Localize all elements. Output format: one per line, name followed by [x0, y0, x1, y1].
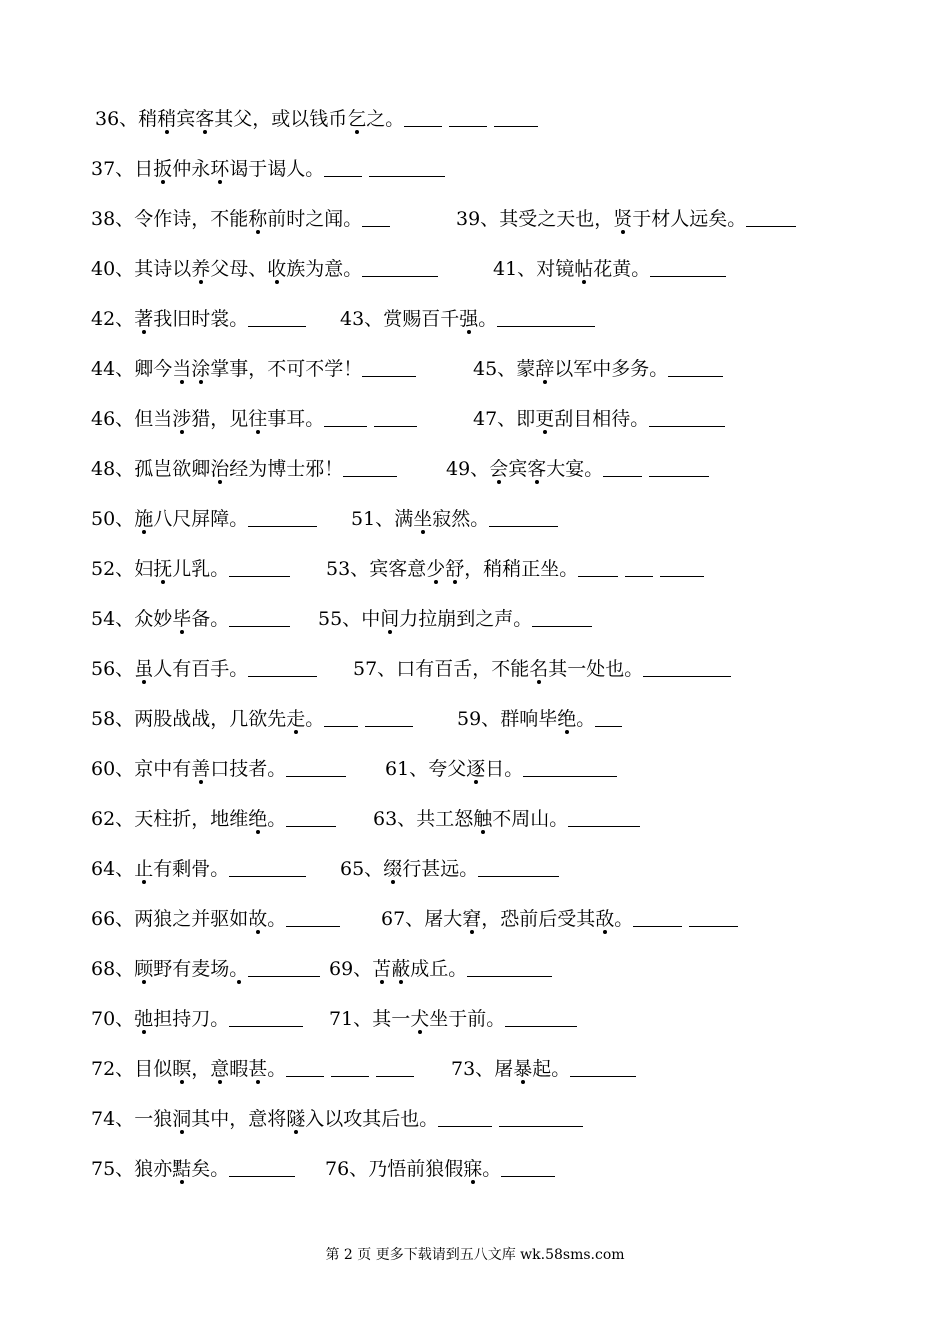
question-number: 76、 — [325, 1158, 369, 1180]
question-text: 。 — [478, 308, 498, 330]
answer-blank[interactable] — [499, 1108, 583, 1127]
question-text: 宾客意 — [369, 558, 427, 580]
question-number: 44、 — [91, 358, 135, 380]
question-item — [340, 299, 595, 339]
emphasized-character: 更 — [535, 408, 555, 430]
question-item — [91, 1049, 414, 1089]
question-text: 众妙 — [134, 608, 173, 630]
emphasized-character: 洞 — [172, 1108, 192, 1130]
emphasized-character: 窘 — [462, 908, 482, 930]
question-text: 之。 — [366, 108, 405, 130]
question-number: 64、 — [91, 858, 135, 880]
question-item — [95, 99, 538, 139]
answer-blank[interactable] — [229, 858, 306, 877]
answer-blank[interactable] — [649, 408, 725, 427]
page-footer: 第 2 页 更多下载请到五八文库 wk.58sms.com — [325, 1247, 625, 1263]
question-text: 掌事，不可不学！ — [210, 358, 363, 380]
question-text: 对镜 — [536, 258, 575, 280]
question-number: 70、 — [91, 1008, 135, 1030]
question-text: 以军中多务。 — [554, 358, 669, 380]
question-item — [91, 199, 390, 239]
question-number: 72、 — [91, 1058, 135, 1080]
answer-blank[interactable] — [369, 158, 445, 177]
question-item — [91, 999, 303, 1039]
question-number: 37、 — [91, 158, 135, 180]
emphasized-character: 顾 — [134, 958, 154, 980]
answer-blank[interactable] — [643, 658, 731, 677]
question-text: 妇 — [134, 558, 154, 580]
question-number: 59、 — [457, 708, 501, 730]
question-number: 41、 — [493, 258, 537, 280]
question-item — [91, 649, 317, 689]
emphasized-character: 涉 — [172, 408, 192, 430]
question-text: 八尺屏障。 — [153, 508, 249, 530]
answer-blank[interactable] — [603, 458, 642, 477]
question-text: 父母、 — [210, 258, 268, 280]
answer-blank[interactable] — [578, 558, 618, 577]
emphasized-character: 稍 — [157, 108, 177, 130]
answer-blank[interactable] — [649, 458, 709, 477]
emphasized-character: 瞑 — [172, 1058, 192, 1080]
emphasized-character: 意 — [210, 1058, 230, 1080]
emphasized-character: 抚 — [153, 558, 173, 580]
question-number: 40、 — [91, 258, 135, 280]
question-text: 天柱折，地维 — [134, 808, 249, 830]
emphasized-character: 少 — [426, 558, 446, 580]
question-text: 担持刀。 — [153, 1008, 230, 1030]
answer-blank[interactable] — [376, 1058, 414, 1077]
question-item — [91, 399, 417, 439]
answer-blank[interactable] — [229, 1008, 303, 1027]
question-item — [325, 1149, 555, 1189]
question-text: 于材人远矣。 — [632, 208, 747, 230]
question-number: 56、 — [91, 658, 135, 680]
answer-blank[interactable] — [229, 1158, 295, 1177]
question-text: ，恐前后受其 — [481, 908, 596, 930]
emphasized-character: 会 — [489, 458, 509, 480]
emphasized-character: 间 — [380, 608, 400, 630]
question-number: 36、 — [95, 108, 139, 130]
question-item — [381, 899, 738, 939]
answer-blank[interactable] — [523, 758, 617, 777]
question-number: 75、 — [91, 1158, 135, 1180]
emphasized-character: 苫 — [372, 958, 392, 980]
question-text: 屠 — [494, 1058, 514, 1080]
question-text: 大宴。 — [546, 458, 604, 480]
question-text: 两股战战，几欲先 — [134, 708, 287, 730]
question-text: 蒙 — [516, 358, 536, 380]
question-number: 53、 — [326, 558, 370, 580]
question-item — [340, 849, 559, 889]
question-number: 60、 — [91, 758, 135, 780]
question-number: 49、 — [446, 458, 490, 480]
emphasized-character: 触 — [473, 808, 493, 830]
emphasized-character: 客 — [527, 458, 547, 480]
question-item — [385, 749, 617, 789]
question-item — [91, 699, 413, 739]
question-item — [451, 1049, 636, 1089]
question-item — [446, 449, 709, 489]
answer-blank[interactable] — [362, 358, 416, 377]
question-item — [91, 899, 340, 939]
question-text: 力拉崩到之声。 — [399, 608, 533, 630]
emphasized-character: 收 — [267, 258, 287, 280]
answer-blank[interactable] — [248, 508, 317, 527]
question-item — [91, 299, 306, 339]
answer-blank[interactable] — [595, 708, 622, 727]
answer-blank[interactable] — [229, 608, 290, 627]
question-number: 66、 — [91, 908, 135, 930]
question-text: 群响毕 — [500, 708, 558, 730]
question-item — [91, 1149, 295, 1189]
answer-blank[interactable] — [324, 158, 362, 177]
question-text: 稍 — [138, 108, 158, 130]
question-number: 43、 — [340, 308, 384, 330]
emphasized-character: 止 — [134, 858, 154, 880]
question-text: 。 — [267, 1058, 287, 1080]
emphasized-character: 养 — [191, 258, 211, 280]
question-number: 61、 — [385, 758, 429, 780]
emphasized-character: 称 — [248, 208, 268, 230]
question-text: 行甚远。 — [402, 858, 479, 880]
answer-blank[interactable] — [532, 608, 592, 627]
answer-blank[interactable] — [494, 108, 538, 127]
question-item — [91, 499, 317, 539]
question-item — [91, 449, 397, 489]
question-text: 假 — [444, 1158, 464, 1180]
emphasized-character: 缀 — [383, 858, 403, 880]
answer-blank[interactable] — [286, 908, 340, 927]
question-item — [91, 799, 336, 839]
answer-blank[interactable] — [689, 908, 738, 927]
emphasized-character: 隧 — [286, 1108, 306, 1130]
answer-blank[interactable] — [660, 558, 704, 577]
answer-blank[interactable] — [362, 208, 390, 227]
question-item — [473, 349, 723, 389]
answer-blank[interactable] — [568, 808, 640, 827]
emphasized-character: 强 — [459, 308, 479, 330]
question-text: 刮目相待。 — [554, 408, 650, 430]
question-number: 38、 — [91, 208, 135, 230]
question-number: 55、 — [318, 608, 362, 630]
question-number: 73、 — [451, 1058, 495, 1080]
question-number: 42、 — [91, 308, 135, 330]
emphasized-character: 。 — [229, 958, 249, 980]
answer-blank[interactable] — [505, 1008, 577, 1027]
emphasized-character: 贤 — [613, 208, 633, 230]
question-item — [351, 499, 558, 539]
question-text: 人有百手。 — [153, 658, 249, 680]
question-item — [91, 349, 416, 389]
emphasized-character: 往 — [248, 408, 268, 430]
question-text: 坐于前。 — [429, 1008, 506, 1030]
answer-blank[interactable] — [449, 108, 487, 127]
question-text: 其中，意将 — [191, 1108, 287, 1130]
question-text: 成丘。 — [410, 958, 468, 980]
emphasized-character: 舒 — [445, 558, 465, 580]
question-text: 中 — [361, 608, 381, 630]
emphasized-character: 弛 — [134, 1008, 154, 1030]
emphasized-character: 甚 — [248, 1058, 268, 1080]
question-number: 57、 — [353, 658, 397, 680]
question-text: 日。 — [485, 758, 524, 780]
emphasized-character: 黠 — [172, 1158, 192, 1180]
emphasized-character: 绝 — [557, 708, 577, 730]
answer-blank[interactable] — [438, 1108, 492, 1127]
emphasized-character: 当 — [172, 358, 192, 380]
question-text: 乃悟前狼 — [368, 1158, 445, 1180]
question-text: 备。 — [191, 608, 230, 630]
answer-blank[interactable] — [501, 1158, 555, 1177]
question-text: ， — [191, 1058, 211, 1080]
answer-blank[interactable] — [331, 1058, 369, 1077]
question-text: 宾 — [508, 458, 528, 480]
question-item — [91, 749, 346, 789]
question-text: 一狼 — [134, 1108, 173, 1130]
question-number: 48、 — [91, 458, 135, 480]
answer-blank[interactable] — [746, 208, 796, 227]
question-text: 满 — [394, 508, 414, 530]
answer-blank[interactable] — [668, 358, 723, 377]
question-item — [91, 249, 438, 289]
answer-blank[interactable] — [633, 908, 682, 927]
question-item — [91, 549, 290, 589]
question-text: 猎，见 — [191, 408, 249, 430]
question-item — [493, 249, 726, 289]
answer-blank[interactable] — [404, 108, 442, 127]
question-item — [91, 149, 445, 189]
answer-blank[interactable] — [343, 458, 397, 477]
emphasized-character: 寐 — [463, 1158, 483, 1180]
question-text: 仲永 — [172, 158, 211, 180]
question-text: 。 — [267, 808, 287, 830]
question-text: 目似 — [134, 1058, 173, 1080]
question-text: 两狼之并驱如 — [134, 908, 249, 930]
question-item — [456, 199, 796, 239]
question-text: 起。 — [532, 1058, 571, 1080]
emphasized-character: 蔽 — [391, 958, 411, 980]
question-number: 67、 — [381, 908, 425, 930]
question-text: 。 — [482, 1158, 502, 1180]
answer-blank[interactable] — [324, 408, 367, 427]
emphasized-character: 施 — [134, 508, 154, 530]
question-text: 共工怒 — [416, 808, 474, 830]
answer-blank[interactable] — [229, 558, 290, 577]
question-item — [473, 399, 725, 439]
question-item — [91, 949, 320, 989]
question-text: 有剩骨。 — [153, 858, 230, 880]
question-text: 事耳。 — [267, 408, 325, 430]
question-number: 74、 — [91, 1108, 135, 1130]
question-text: 谒于谒人。 — [229, 158, 325, 180]
question-item — [91, 599, 290, 639]
question-text: 。 — [305, 708, 325, 730]
question-text: 屠大 — [424, 908, 463, 930]
question-number: 58、 — [91, 708, 135, 730]
question-number: 52、 — [91, 558, 135, 580]
question-number: 54、 — [91, 608, 135, 630]
question-text: 其受之天也， — [499, 208, 614, 230]
question-text: 。 — [576, 708, 596, 730]
question-text: 寂然。 — [432, 508, 490, 530]
emphasized-character: 帖 — [574, 258, 594, 280]
question-text: 孤岂欲卿 — [134, 458, 211, 480]
emphasized-character: 辞 — [535, 358, 555, 380]
question-number: 68、 — [91, 958, 135, 980]
emphasized-character: 犬 — [410, 1008, 430, 1030]
emphasized-character: 虽 — [134, 658, 154, 680]
question-item — [326, 549, 704, 589]
answer-blank[interactable] — [625, 558, 653, 577]
answer-blank[interactable] — [248, 958, 320, 977]
answer-blank[interactable] — [365, 708, 413, 727]
emphasized-character: 暴 — [513, 1058, 533, 1080]
question-number: 63、 — [373, 808, 417, 830]
emphasized-character: 毕 — [172, 608, 192, 630]
answer-blank[interactable] — [650, 258, 726, 277]
question-text: 其诗以 — [134, 258, 192, 280]
question-text: 其一处也。 — [548, 658, 644, 680]
question-item — [318, 599, 592, 639]
emphasized-character: 涂 — [191, 358, 211, 380]
question-text: 卿今 — [134, 358, 173, 380]
answer-blank[interactable] — [248, 308, 306, 327]
question-text: 入以攻其后也。 — [305, 1108, 439, 1130]
emphasized-character: 善 — [191, 758, 211, 780]
question-number: 65、 — [340, 858, 384, 880]
question-text: 花黄。 — [593, 258, 651, 280]
question-item — [91, 1099, 583, 1139]
question-item — [329, 949, 552, 989]
answer-blank[interactable] — [286, 758, 346, 777]
answer-blank[interactable] — [478, 858, 559, 877]
question-number: 50、 — [91, 508, 135, 530]
question-text: 狼亦 — [134, 1158, 173, 1180]
answer-blank[interactable] — [362, 258, 438, 277]
question-number: 62、 — [91, 808, 135, 830]
question-number: 71、 — [329, 1008, 373, 1030]
question-item — [457, 699, 622, 739]
question-text: 日 — [134, 158, 154, 180]
emphasized-character: 走 — [286, 708, 306, 730]
question-text: 其父，或以钱币 — [214, 108, 348, 130]
question-text: ，稍稍正坐。 — [464, 558, 579, 580]
question-text: 其一 — [372, 1008, 411, 1030]
question-text: 矣。 — [191, 1158, 230, 1180]
answer-blank[interactable] — [497, 308, 595, 327]
question-text: 暇 — [229, 1058, 249, 1080]
question-item — [353, 649, 731, 689]
question-item — [91, 849, 306, 889]
question-number: 47、 — [473, 408, 517, 430]
question-text: 赏赐百千 — [383, 308, 460, 330]
question-number: 39、 — [456, 208, 500, 230]
question-text: 野有麦场 — [153, 958, 230, 980]
question-text: 。 — [614, 908, 634, 930]
answer-blank[interactable] — [248, 658, 317, 677]
question-text: 口技者。 — [210, 758, 287, 780]
answer-blank[interactable] — [467, 958, 552, 977]
question-number: 45、 — [473, 358, 517, 380]
question-text: 京中有 — [134, 758, 192, 780]
question-text: 夸父 — [428, 758, 467, 780]
question-text: 前时之闻。 — [267, 208, 363, 230]
question-text: 即 — [516, 408, 536, 430]
question-item — [373, 799, 640, 839]
emphasized-character: 扳 — [153, 158, 173, 180]
question-item — [329, 999, 577, 1039]
answer-blank[interactable] — [570, 1058, 636, 1077]
emphasized-character: 敌 — [595, 908, 615, 930]
emphasized-character: 逐 — [466, 758, 486, 780]
question-text: 我旧时裳。 — [153, 308, 249, 330]
emphasized-character: 坐 — [413, 508, 433, 530]
emphasized-character: 故 — [248, 908, 268, 930]
emphasized-character: 客 — [195, 108, 215, 130]
question-text: 宾 — [176, 108, 196, 130]
question-number: 51、 — [351, 508, 395, 530]
answer-blank[interactable] — [286, 808, 336, 827]
question-text: 令作诗，不能 — [134, 208, 249, 230]
emphasized-character: 乞 — [347, 108, 367, 130]
emphasized-character: 绝 — [248, 808, 268, 830]
question-text: 经为博士邪！ — [229, 458, 344, 480]
answer-blank[interactable] — [489, 508, 558, 527]
emphasized-character: 环 — [210, 158, 230, 180]
answer-blank[interactable] — [324, 708, 358, 727]
question-number: 69、 — [329, 958, 373, 980]
question-text: 口有百舌，不能 — [396, 658, 530, 680]
question-text: 但当 — [134, 408, 173, 430]
emphasized-character: 治 — [210, 458, 230, 480]
question-number: 46、 — [91, 408, 135, 430]
question-text: 儿乳。 — [172, 558, 230, 580]
emphasized-character: 著 — [134, 308, 154, 330]
question-text: 。 — [267, 908, 287, 930]
emphasized-character: 名 — [529, 658, 549, 680]
answer-blank[interactable] — [286, 1058, 324, 1077]
question-text: 不周山。 — [492, 808, 569, 830]
answer-blank[interactable] — [374, 408, 417, 427]
question-text: 族为意。 — [286, 258, 363, 280]
